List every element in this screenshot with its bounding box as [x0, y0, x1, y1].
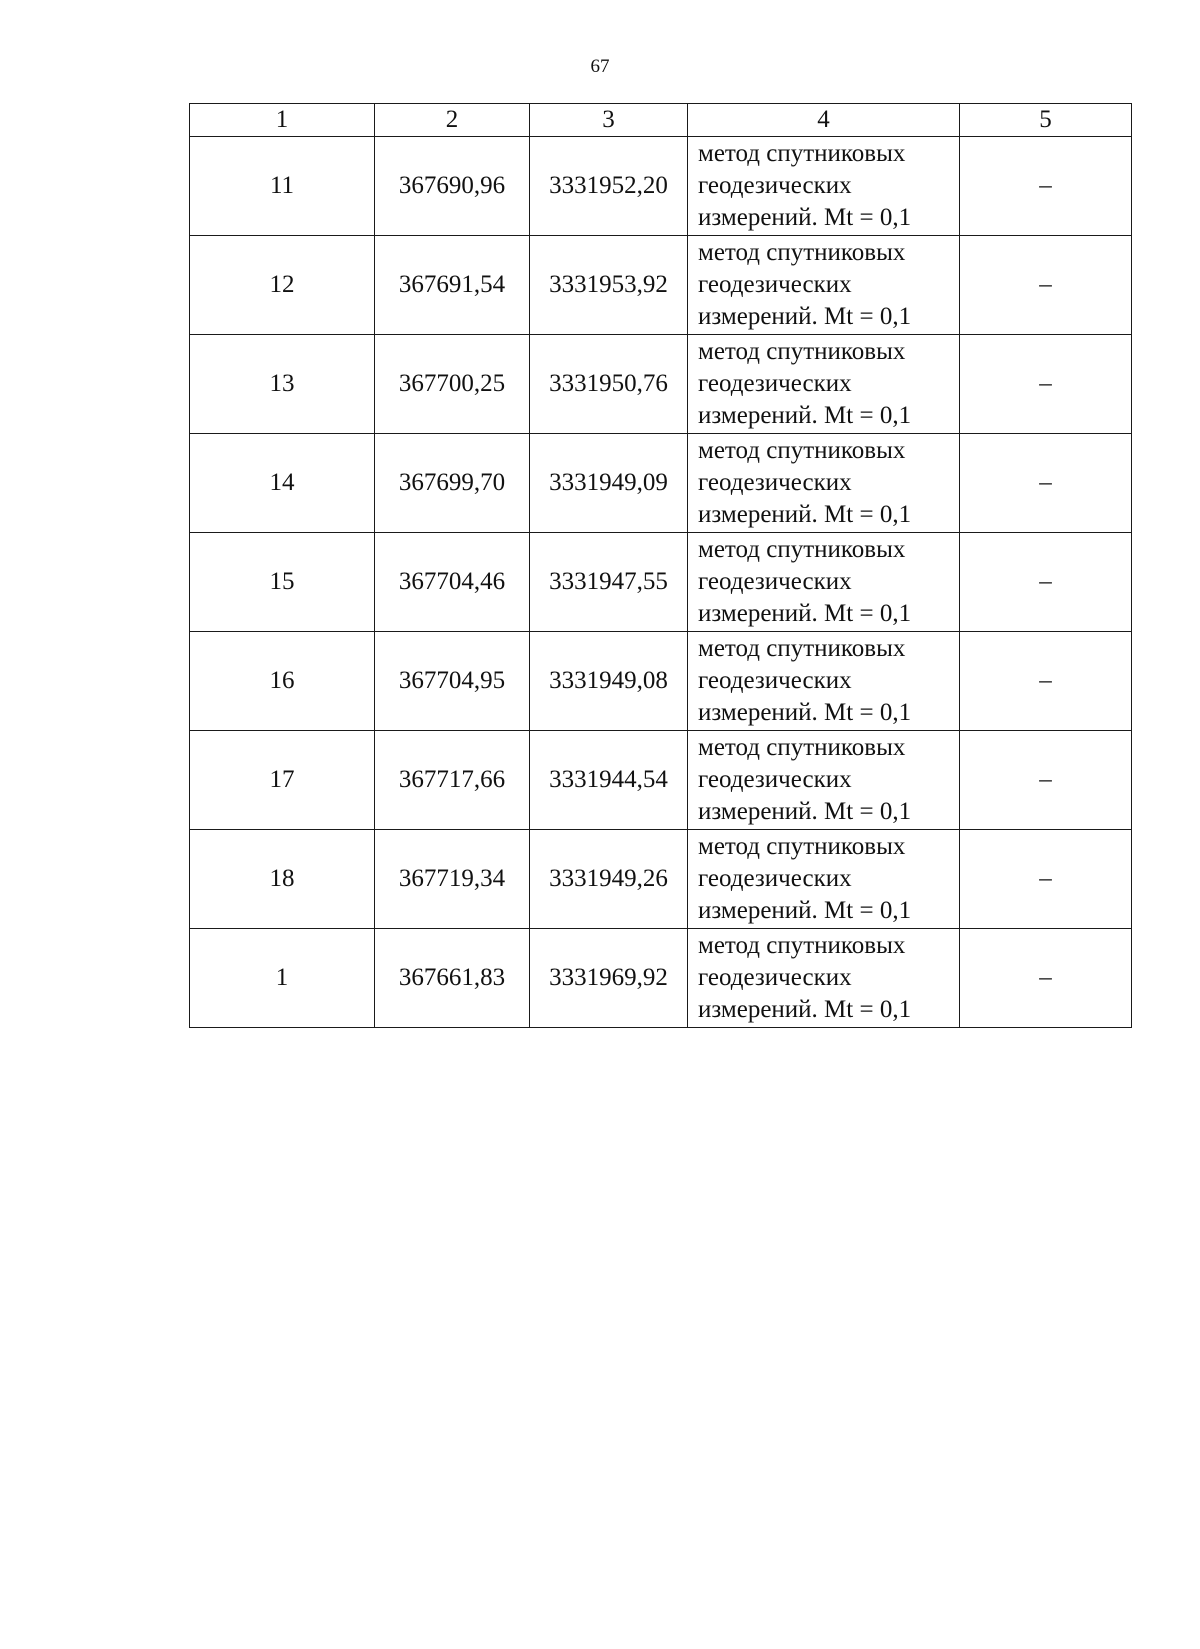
method-cell: [688, 929, 960, 1028]
method-line: измерений. Mt = 0,1: [698, 303, 912, 330]
method-line: геодезических: [698, 271, 852, 298]
method-line: геодезических: [698, 469, 852, 496]
method-line: метод спутниковых: [698, 140, 906, 167]
note-cell: –: [960, 533, 1132, 632]
method-line: геодезических: [698, 865, 852, 892]
coordinate-x-cell: 367691,54: [375, 236, 530, 335]
coordinate-x-cell: 367699,70: [375, 434, 530, 533]
column-header-2: 2: [375, 104, 530, 137]
point-number-cell: 11: [190, 137, 375, 236]
table-body: [190, 137, 1132, 1028]
method-line: метод спутниковых: [698, 932, 906, 959]
method-line: метод спутниковых: [698, 536, 906, 563]
coordinate-y-cell: 3331952,20: [530, 137, 688, 236]
coordinate-y-cell: 3331949,09: [530, 434, 688, 533]
method-line: метод спутниковых: [698, 734, 906, 761]
table-row: [190, 434, 1132, 533]
table-row: [190, 830, 1132, 929]
column-header-1: 1: [190, 104, 375, 137]
method-line: измерений. Mt = 0,1: [698, 897, 912, 924]
method-line: измерений. Mt = 0,1: [698, 996, 912, 1023]
table-row: [190, 533, 1132, 632]
note-cell: –: [960, 929, 1132, 1028]
method-cell: [688, 533, 960, 632]
coordinate-x-cell: 367717,66: [375, 731, 530, 830]
method-line: метод спутниковых: [698, 338, 906, 365]
coordinate-x-cell: 367719,34: [375, 830, 530, 929]
method-line: геодезических: [698, 766, 852, 793]
method-line: геодезических: [698, 370, 852, 397]
method-cell: [688, 830, 960, 929]
point-number-cell: 16: [190, 632, 375, 731]
coordinate-y-cell: 3331953,92: [530, 236, 688, 335]
method-line: геодезических: [698, 964, 852, 991]
method-line: метод спутниковых: [698, 833, 906, 860]
coordinate-x-cell: 367690,96: [375, 137, 530, 236]
coordinate-x-cell: 367700,25: [375, 335, 530, 434]
method-cell: [688, 335, 960, 434]
method-line: метод спутниковых: [698, 635, 906, 662]
method-cell: [688, 236, 960, 335]
coordinate-x-cell: 367704,46: [375, 533, 530, 632]
coordinate-y-cell: 3331947,55: [530, 533, 688, 632]
page-number: 67: [590, 56, 610, 77]
point-number-cell: 13: [190, 335, 375, 434]
coordinate-y-cell: 3331944,54: [530, 731, 688, 830]
coordinate-y-cell: 3331949,08: [530, 632, 688, 731]
method-line: измерений. Mt = 0,1: [698, 402, 912, 429]
method-cell: [688, 137, 960, 236]
column-header-3: 3: [530, 104, 688, 137]
note-cell: –: [960, 632, 1132, 731]
coordinate-y-cell: 3331949,26: [530, 830, 688, 929]
method-line: измерений. Mt = 0,1: [698, 204, 912, 231]
table-header-row: [190, 104, 1132, 137]
coordinates-table: [189, 103, 1132, 1028]
column-header-5: 5: [960, 104, 1132, 137]
point-number-cell: 14: [190, 434, 375, 533]
method-line: измерений. Mt = 0,1: [698, 699, 912, 726]
method-line: геодезических: [698, 568, 852, 595]
coordinate-y-cell: 3331969,92: [530, 929, 688, 1028]
point-number-cell: 18: [190, 830, 375, 929]
table-row: [190, 137, 1132, 236]
table-row: [190, 929, 1132, 1028]
method-line: измерений. Mt = 0,1: [698, 600, 912, 627]
note-cell: –: [960, 335, 1132, 434]
coordinate-y-cell: 3331950,76: [530, 335, 688, 434]
note-cell: –: [960, 731, 1132, 830]
coordinate-x-cell: 367704,95: [375, 632, 530, 731]
note-cell: –: [960, 137, 1132, 236]
method-line: геодезических: [698, 172, 852, 199]
point-number-cell: 17: [190, 731, 375, 830]
note-cell: –: [960, 830, 1132, 929]
coordinate-x-cell: 367661,83: [375, 929, 530, 1028]
method-cell: [688, 632, 960, 731]
point-number-cell: 12: [190, 236, 375, 335]
table-row: [190, 236, 1132, 335]
table-row: [190, 731, 1132, 830]
method-line: измерений. Mt = 0,1: [698, 501, 912, 528]
method-cell: [688, 731, 960, 830]
table-row: [190, 335, 1132, 434]
note-cell: –: [960, 434, 1132, 533]
point-number-cell: 15: [190, 533, 375, 632]
method-line: метод спутниковых: [698, 239, 906, 266]
method-cell: [688, 434, 960, 533]
column-header-4: 4: [688, 104, 960, 137]
method-line: метод спутниковых: [698, 437, 906, 464]
method-line: измерений. Mt = 0,1: [698, 798, 912, 825]
method-line: геодезических: [698, 667, 852, 694]
note-cell: –: [960, 236, 1132, 335]
table-row: [190, 632, 1132, 731]
point-number-cell: 1: [190, 929, 375, 1028]
